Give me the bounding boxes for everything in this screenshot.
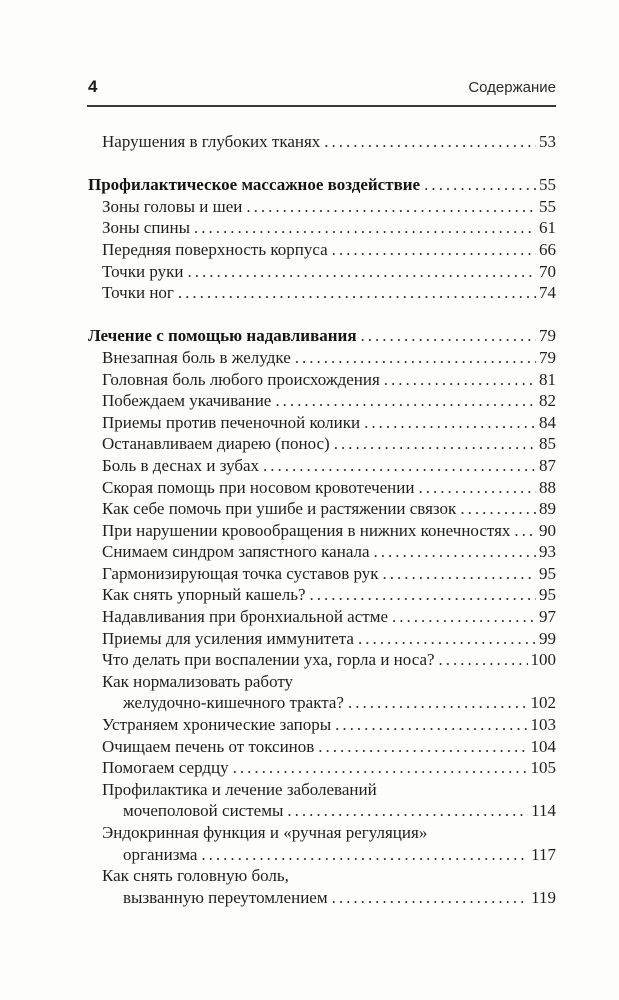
dot-leader: [424, 174, 536, 196]
toc-entry: [88, 628, 556, 650]
dot-leader: [460, 498, 536, 520]
toc-entry-last-line: [88, 692, 556, 714]
toc-entry-label: Устраняем хронические запоры: [102, 715, 332, 735]
toc-entry-last-line: [88, 196, 556, 218]
toc-entry-page: 82: [539, 391, 556, 411]
toc-entry-page: 103: [530, 715, 556, 735]
dot-leader: [335, 714, 527, 736]
toc-entry-label: Гармонизирующая точка суставов рук: [102, 563, 379, 583]
toc-entry-label: Зоны спины: [102, 218, 191, 238]
toc-entry-label: Побеждаем укачивание: [102, 391, 272, 411]
toc-entry: [88, 347, 556, 369]
toc-entry-page: 84: [539, 412, 556, 432]
toc-entry-label: организма: [123, 844, 198, 864]
dot-leader: [439, 649, 528, 671]
toc-entry: [88, 239, 556, 261]
dot-leader: [514, 520, 536, 542]
toc-entry-last-line: [88, 261, 556, 283]
toc-entry-page: 66: [539, 239, 556, 259]
dot-leader: [246, 196, 536, 218]
toc-entry-page: 55: [539, 196, 556, 216]
toc-entry-last-line: [88, 498, 556, 520]
dot-leader: [295, 347, 536, 369]
toc-entry: [88, 498, 556, 520]
toc-entry-label: Точки руки: [102, 261, 184, 281]
toc-entry: [88, 433, 556, 455]
toc-entry-last-line: [88, 325, 556, 347]
toc-entry: [88, 520, 556, 542]
toc-entry-page: 81: [539, 369, 556, 389]
toc-entry-last-line: [88, 757, 556, 779]
toc-entry: [88, 541, 556, 563]
toc-entry-page: 53: [539, 132, 556, 151]
toc-entry-last-line: [88, 649, 556, 671]
dot-leader: [233, 757, 528, 779]
toc-entry: [88, 455, 556, 477]
toc-entry: [88, 865, 556, 908]
toc-entry-last-line: [88, 282, 556, 304]
toc-entry-label: Зоны головы и шеи: [102, 196, 243, 216]
toc-entry: [88, 261, 556, 283]
dot-leader: [275, 390, 536, 412]
dot-leader: [392, 606, 536, 628]
dot-leader: [332, 887, 529, 909]
dot-leader: [201, 844, 528, 866]
toc-entry-first-line: [88, 779, 556, 801]
toc-entry-label: Нарушения в глубоких тканях: [102, 132, 321, 151]
dot-leader: [318, 736, 527, 758]
toc-entry-last-line: [88, 347, 556, 369]
toc-entry-last-line: [88, 520, 556, 542]
toc-entry: [88, 131, 556, 153]
toc-entry-last-line: [88, 800, 556, 822]
toc-entry: [88, 736, 556, 758]
toc-entry-last-line: [88, 455, 556, 477]
toc-entry-label: Очищаем печень от токсинов: [102, 736, 315, 756]
toc-entry-last-line: [88, 433, 556, 455]
toc-entry-page: 97: [539, 607, 556, 627]
toc-entry-page: 79: [539, 326, 556, 346]
toc-entry-page: 117: [531, 844, 556, 864]
toc-entry-page: 74: [539, 283, 556, 303]
toc-entry-last-line: [88, 131, 556, 153]
toc-entry-page: 95: [539, 563, 556, 583]
toc-entry-page: 70: [539, 261, 556, 281]
toc-entry-label: Приемы для усиления иммунитета: [102, 628, 354, 648]
toc-entry-label: Надавливания при бронхиальной астме: [102, 607, 389, 627]
toc-entry: [88, 369, 556, 391]
toc-entry: [88, 714, 556, 736]
toc-entry-label: Снимаем синдром запястного канала: [102, 542, 370, 562]
toc-entry-label: Останавливаем диарею (понос): [102, 434, 330, 454]
dot-leader: [287, 800, 528, 822]
toc-entry: [88, 217, 556, 239]
dot-leader: [361, 325, 536, 347]
toc-entry-first-line: [88, 865, 556, 887]
toc-entry-last-line: [88, 239, 556, 261]
toc-entry-label-line1: Как снять головную боль,: [102, 866, 289, 886]
toc-entry: [88, 606, 556, 628]
toc-entry: [88, 477, 556, 499]
toc-entry-last-line: [88, 563, 556, 585]
toc-entry-page: 88: [539, 477, 556, 497]
toc-entry-label: Лечение с помощью надавливания: [88, 326, 357, 346]
toc-entry-page: 105: [530, 758, 556, 778]
toc-entry-page: 79: [539, 347, 556, 367]
toc-entry-last-line: [88, 584, 556, 606]
toc-entry: [88, 563, 556, 585]
toc-entry-page: 102: [530, 693, 556, 713]
toc-entry-label: При нарушении кровообращения в нижних конечностях: [102, 520, 511, 540]
page-number: 4: [88, 77, 98, 96]
toc-entry-label: мочеполовой системы: [123, 801, 284, 821]
toc-entry-last-line: [88, 477, 556, 499]
page-header: [88, 0, 556, 97]
toc-entry-label: Боль в деснах и зубах: [102, 455, 260, 475]
toc-entry-last-line: [88, 887, 556, 909]
toc-entry-page: 89: [539, 499, 556, 519]
toc-entry-label: Скорая помощь при носовом кровотечении: [102, 477, 415, 497]
toc-entry: [88, 757, 556, 779]
toc-entry-label: Профилактическое массажное воздействие: [88, 175, 421, 195]
dot-leader: [332, 239, 536, 261]
toc-entry: [88, 779, 556, 822]
toc-entry-page: 85: [539, 434, 556, 454]
toc-entry-page: 90: [539, 520, 556, 540]
toc-entry-last-line: [88, 606, 556, 628]
dot-leader: [374, 541, 536, 563]
toc-entry-last-line: [88, 628, 556, 650]
toc-entry-label-line1: Профилактика и лечение заболеваний: [102, 779, 377, 799]
toc-entry-label: желудочно-кишечного тракта?: [123, 693, 344, 713]
toc-entry-page: 93: [539, 542, 556, 562]
dot-leader: [324, 131, 536, 153]
toc-entry-first-line: [88, 822, 556, 844]
dot-leader: [334, 433, 536, 455]
toc-entry: [88, 282, 556, 304]
toc-entry-page: 114: [531, 801, 556, 821]
toc-entry-label: Как снять упорный кашель?: [102, 585, 306, 605]
toc-entry-label: Как себе помочь при ушибе и растяжении связок: [102, 499, 457, 519]
toc-entry-last-line: [88, 714, 556, 736]
dot-leader: [383, 563, 536, 585]
toc-entry: [88, 412, 556, 434]
toc-entry-last-line: [88, 390, 556, 412]
toc-entry-page: 87: [539, 455, 556, 475]
toc-entry: [88, 671, 556, 714]
toc-entry-label: Внезапная боль в желудке: [102, 347, 291, 367]
dot-leader: [194, 217, 536, 239]
toc-entry-last-line: [88, 736, 556, 758]
toc-entry-last-line: [88, 412, 556, 434]
toc-entry: [88, 174, 556, 196]
dot-leader: [310, 584, 537, 606]
dot-leader: [384, 369, 536, 391]
toc-entry: [88, 822, 556, 865]
dot-leader: [263, 455, 536, 477]
toc-entry-last-line: [88, 369, 556, 391]
toc-entry-first-line: [88, 671, 556, 693]
toc-entry-page: 104: [530, 736, 556, 756]
header-rule: [87, 105, 556, 107]
toc-list: [88, 131, 556, 908]
toc-entry: [88, 390, 556, 412]
toc-entry-label-line1: Как нормализовать работу: [102, 671, 294, 691]
toc-entry-label: Помогаем сердцу: [102, 758, 229, 778]
dot-leader: [178, 282, 536, 304]
toc-entry: [88, 325, 556, 347]
toc-entry: [88, 649, 556, 671]
dot-leader: [348, 692, 528, 714]
dot-leader: [364, 412, 536, 434]
toc-entry-last-line: [88, 844, 556, 866]
toc-entry: [88, 584, 556, 606]
dot-leader: [418, 477, 536, 499]
toc-entry-last-line: [88, 217, 556, 239]
toc-entry-label: Передняя поверхность корпуса: [102, 239, 328, 259]
toc-entry-page: 99: [539, 628, 556, 648]
toc-entry-label: вызванную переутомлением: [123, 887, 328, 907]
toc-entry-page: 55: [539, 175, 556, 195]
toc-entry-label: Точки ног: [102, 283, 174, 303]
dot-leader: [187, 261, 536, 283]
toc-entry-label-line1: Эндокринная функция и «ручная регуляция»: [102, 823, 428, 842]
toc-entry: [88, 196, 556, 218]
toc-entry-label: Приемы против печеночной колики: [102, 412, 361, 432]
toc-entry-page: 100: [530, 650, 556, 670]
dot-leader: [358, 628, 536, 650]
toc-entry-page: 61: [539, 218, 556, 238]
toc-entry-page: 119: [531, 887, 556, 907]
toc-entry-page: 95: [539, 585, 556, 605]
toc-entry-label: Что делать при воспалении уха, горла и носа?: [102, 650, 435, 670]
running-header-title: Содержание: [468, 79, 556, 96]
toc-entry-last-line: [88, 174, 556, 196]
toc-entry-last-line: [88, 541, 556, 563]
toc-entry-label: Головная боль любого происхождения: [102, 369, 380, 389]
